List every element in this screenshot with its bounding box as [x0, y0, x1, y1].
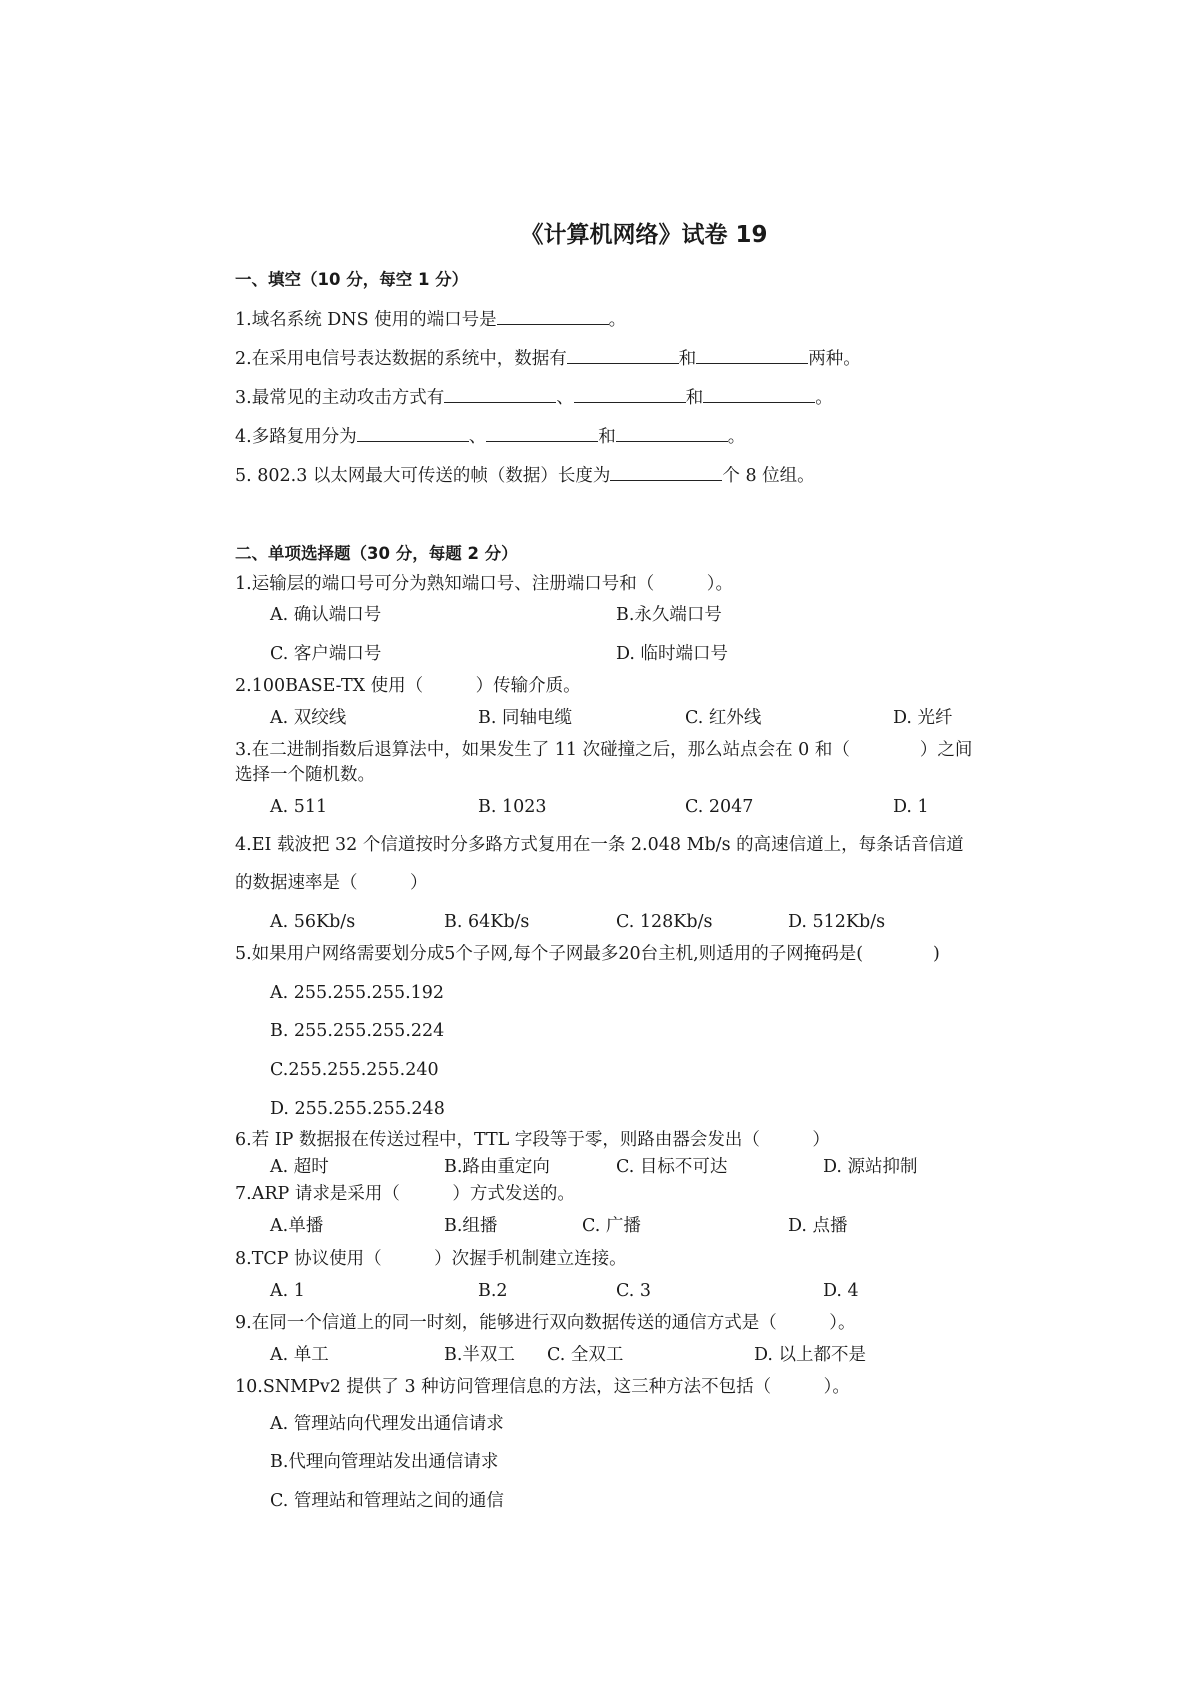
option-c[interactable]: C. 红外线	[685, 708, 762, 728]
option-a[interactable]: A. 双绞线	[270, 708, 347, 728]
question-text: 。	[608, 310, 627, 330]
option-c[interactable]: C.255.255.255.240	[270, 1060, 439, 1080]
fill-question-3	[235, 385, 833, 409]
option-d[interactable]: D. 4	[823, 1281, 859, 1301]
option-c[interactable]: C. 客户端口号	[270, 644, 382, 664]
question-text: 1.域名系统 DNS 使用的端口号是	[235, 310, 497, 330]
option-a[interactable]: A. 管理站向代理发出通信请求	[270, 1414, 504, 1434]
option-c[interactable]: C. 广播	[582, 1216, 641, 1236]
fill-question-5	[235, 463, 815, 487]
option-d[interactable]: D. 1	[893, 797, 929, 817]
question-text: 、	[468, 427, 487, 447]
choice-question-4-stem: 4.EI 载波把 32 个信道按时分多路方式复用在一条 2.048 Mb/s 的高速信道上，每条话音信道	[235, 835, 964, 855]
question-text: 。	[727, 427, 746, 447]
question-text: 5. 802.3 以太网最大可传送的帧（数据）长度为	[235, 466, 611, 486]
answer-blank[interactable]	[616, 424, 728, 442]
answer-blank[interactable]	[610, 463, 722, 481]
option-a[interactable]: A.单播	[270, 1216, 324, 1236]
choice-question-4-stem-continued: 的数据速率是（ ）	[235, 873, 428, 893]
option-c[interactable]: C. 管理站和管理站之间的通信	[270, 1491, 504, 1511]
fill-question-1	[235, 307, 626, 331]
question-text: 和	[678, 349, 697, 369]
option-c[interactable]: C. 128Kb/s	[616, 912, 713, 932]
answer-blank[interactable]	[567, 346, 679, 364]
option-d[interactable]: D. 512Kb/s	[788, 912, 886, 932]
option-b[interactable]: B.半双工	[444, 1345, 515, 1365]
option-a[interactable]: A. 511	[270, 797, 328, 817]
choice-question-10-stem: 10.SNMPv2 提供了 3 种访问管理信息的方法，这三种方法不包括（ ）。	[235, 1377, 850, 1397]
option-b[interactable]: B.代理向管理站发出通信请求	[270, 1452, 499, 1472]
option-a[interactable]: A. 超时	[270, 1157, 329, 1177]
answer-blank[interactable]	[574, 385, 686, 403]
option-d[interactable]: D. 源站抑制	[823, 1157, 918, 1177]
option-a[interactable]: A. 56Kb/s	[270, 912, 356, 932]
option-b[interactable]: B. 同轴电缆	[478, 708, 572, 728]
question-text: 2.在采用电信号表达数据的系统中，数据有	[235, 349, 567, 369]
option-c[interactable]: C. 3	[616, 1281, 652, 1301]
fill-question-2	[235, 346, 861, 370]
option-a[interactable]: A. 确认端口号	[270, 605, 382, 625]
question-text: 个 8 位组。	[722, 466, 815, 486]
choice-question-8-stem: 8.TCP 协议使用（ ）次握手机制建立连接。	[235, 1249, 627, 1269]
question-text: 、	[556, 388, 574, 408]
answer-blank[interactable]	[696, 346, 808, 364]
choice-question-5-stem: 5.如果用户网络需要划分成5个子网,每个子网最多20台主机,则适用的子网掩码是( )	[235, 944, 940, 964]
answer-blank[interactable]	[486, 424, 598, 442]
option-b[interactable]: B. 64Kb/s	[444, 912, 530, 932]
choice-question-3-stem: 3.在二进制指数后退算法中，如果发生了 11 次碰撞之后，那么站点会在 0 和（ ）之间	[235, 740, 973, 760]
question-text: 3.最常见的主动攻击方式有	[235, 388, 445, 408]
choice-question-2-stem: 2.100BASE-TX 使用（ ）传输介质。	[235, 676, 581, 696]
answer-blank[interactable]	[497, 307, 609, 325]
question-text: 和	[598, 427, 616, 447]
section-heading-multiple-choice: 二、单项选择题（30 分，每题 2 分）	[235, 544, 518, 563]
option-c[interactable]: C. 2047	[685, 797, 754, 817]
choice-question-1-stem: 1.运输层的端口号可分为熟知端口号、注册端口号和（ ）。	[235, 574, 733, 594]
answer-blank[interactable]	[357, 424, 469, 442]
option-b[interactable]: B.组播	[444, 1216, 498, 1236]
choice-question-6-stem: 6.若 IP 数据报在传送过程中，TTL 字段等于零，则路由器会发出（ ）	[235, 1130, 830, 1150]
option-d[interactable]: D. 255.255.255.248	[270, 1099, 445, 1119]
choice-question-7-stem: 7.ARP 请求是采用（ ）方式发送的。	[235, 1184, 575, 1204]
option-a[interactable]: A. 1	[270, 1281, 305, 1301]
question-text: 4.多路复用分为	[235, 427, 357, 447]
answer-blank[interactable]	[703, 385, 815, 403]
option-d[interactable]: D. 以上都不是	[754, 1345, 867, 1365]
option-d[interactable]: D. 临时端口号	[616, 644, 729, 664]
option-a[interactable]: A. 255.255.255.192	[270, 983, 445, 1003]
option-b[interactable]: B. 1023	[478, 797, 547, 817]
question-text: 和	[685, 388, 704, 408]
section-heading-fill-in: 一、填空（10 分，每空 1 分）	[235, 270, 469, 289]
choice-question-9-stem: 9.在同一个信道上的同一时刻，能够进行双向数据传送的通信方式是（ ）。	[235, 1313, 856, 1333]
option-b[interactable]: B. 255.255.255.224	[270, 1021, 445, 1041]
option-b[interactable]: B.永久端口号	[616, 605, 722, 625]
option-a[interactable]: A. 单工	[270, 1345, 329, 1365]
option-b[interactable]: B.路由重定向	[444, 1157, 550, 1177]
option-c[interactable]: C. 目标不可达	[616, 1157, 728, 1177]
page-title: 《计算机网络》试卷 19	[520, 222, 768, 248]
question-text: 两种。	[808, 349, 861, 369]
option-d[interactable]: D. 点播	[788, 1216, 848, 1236]
answer-blank[interactable]	[444, 385, 556, 403]
question-text: 。	[815, 388, 833, 408]
fill-question-4	[235, 424, 745, 448]
option-d[interactable]: D. 光纤	[893, 708, 953, 728]
choice-question-3-stem-continued: 选择一个随机数。	[235, 765, 375, 785]
option-b[interactable]: B.2	[478, 1281, 508, 1301]
option-c[interactable]: C. 全双工	[547, 1345, 624, 1365]
